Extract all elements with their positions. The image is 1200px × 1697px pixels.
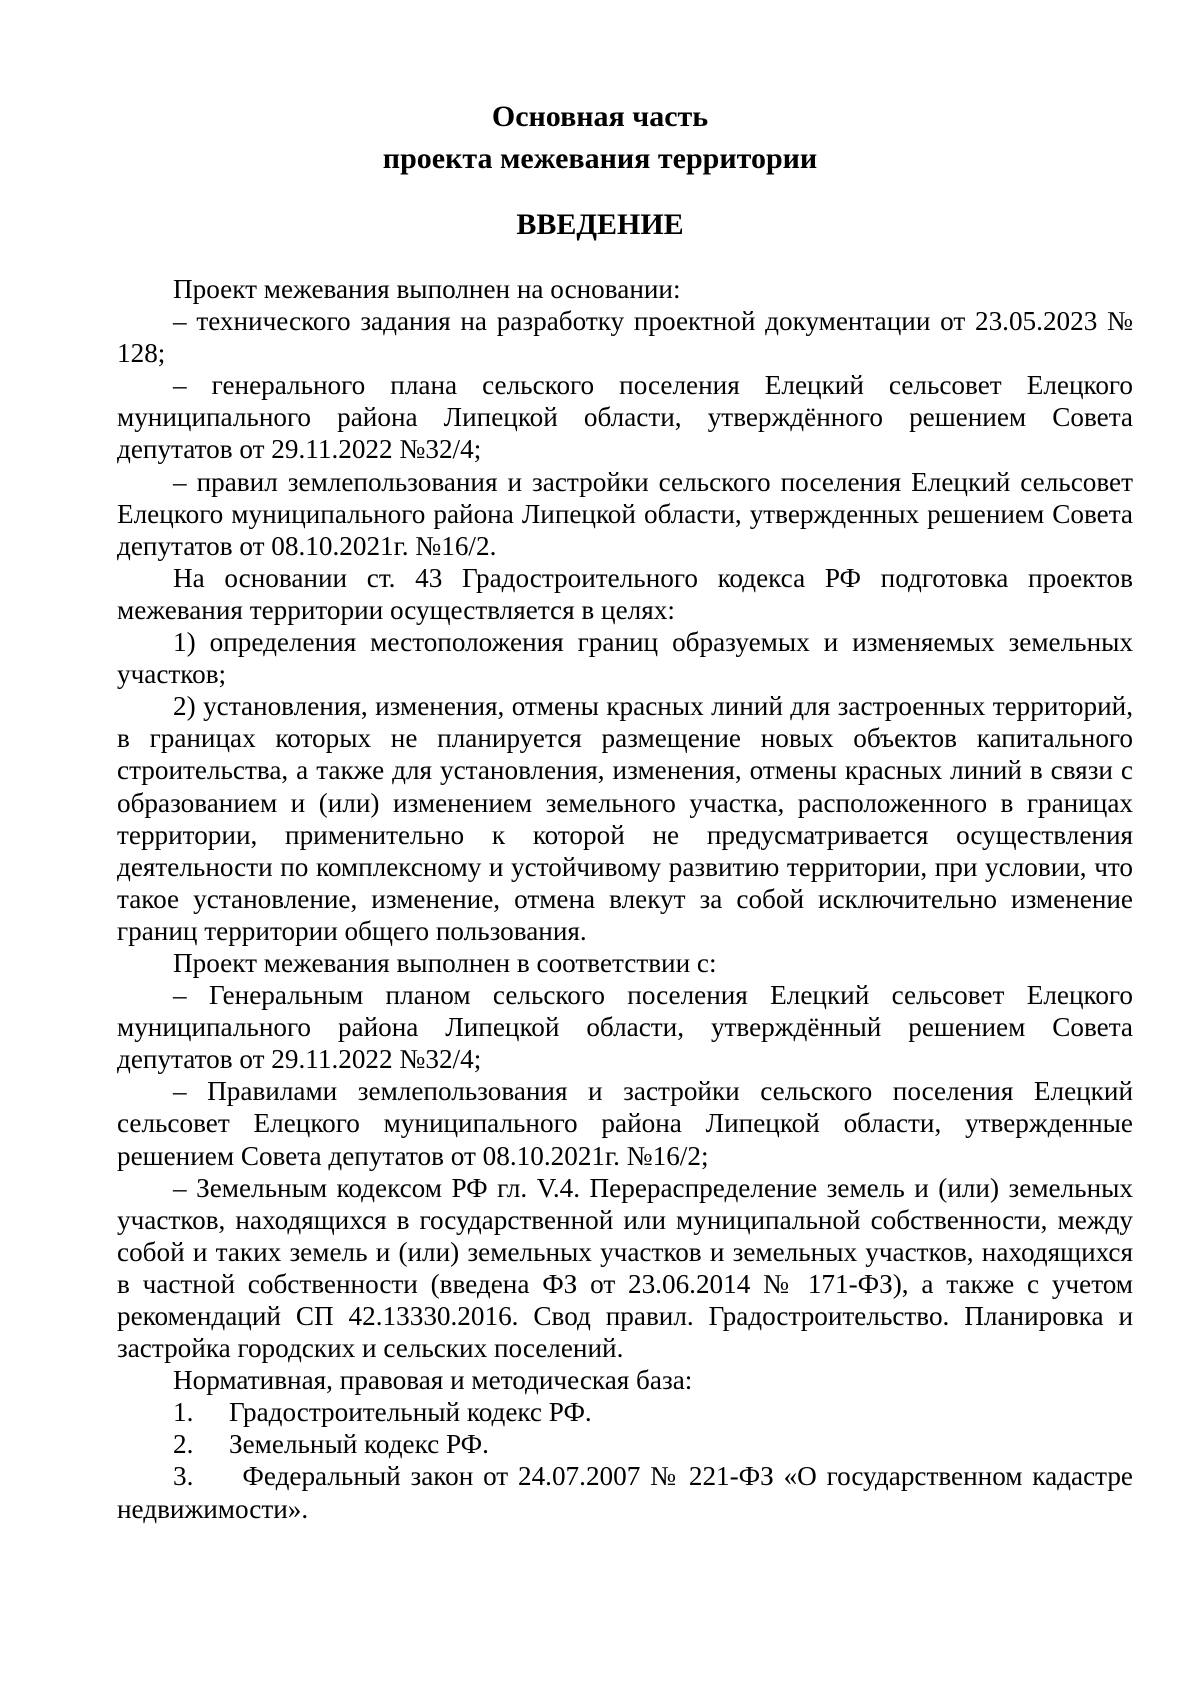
document-title-line2: проекта межевания территории (382, 142, 818, 175)
paragraph-goal-2: 2) установления, изменения, отмены красных линий для застроенных территорий, в границах которых не планируется размещение новых объектов капитального строительства, а также для установления, изменения, отмены красных линий в связи с образованием и (или) изменением земельного участка, расположенного в границах территории, применительно к которой не предусматривается осуществления деятельности по комплексному и устойчивому развитию территории, при условии, что такое установление, изменение, отмена влекут за собой исключительно изменение границ территории общего пользования. (117, 691, 1133, 946)
list-item-number: 2. (173, 1429, 194, 1460)
document-title-line1: Основная часть (491, 100, 709, 133)
document-body (117, 273, 1133, 1525)
paragraph-land-use-rules: – правил землепользования и застройки сельского поселения Елецкий сельсовет Елецкого муниципального района Липецкой области, утвержденных решением Совета депутатов от 08.10.2021г. №16/2. (117, 466, 1133, 561)
list-item-text: Земельный кодекс РФ. (229, 1429, 489, 1460)
paragraph-basis-intro: Проект межевания выполнен на основании: (173, 274, 681, 304)
list-item (117, 1428, 1133, 1460)
section-heading: ВВЕДЕНИЕ (516, 208, 684, 241)
list-item-text: Градостроительный кодекс РФ. (229, 1397, 592, 1428)
paragraph-general-plan: – генерального плана сельского поселения Елецкий сельсовет Елецкого муниципального района Липецкой области, утверждённого решением Совета депутатов от 29.11.2022 №32/4; (117, 370, 1133, 465)
list-item-number: 1. (173, 1397, 194, 1428)
list-item-text: Федеральный закон от 24.07.2007 № 221-ФЗ «О государственном кадастре недвижимости». (117, 1461, 1134, 1524)
paragraph-general-plan-compliance: – Генеральным планом сельского поселения Елецкий сельсовет Елецкого муниципального района Липецкой области, утверждённый решением Совета депутатов от 29.11.2022 №32/4; (117, 980, 1133, 1075)
list-item (117, 1396, 1133, 1428)
paragraph-compliance-intro: Проект межевания выполнен в соответствии с: (173, 947, 717, 978)
list-item-number: 3. (173, 1461, 194, 1492)
paragraph-normative-base: Нормативная, правовая и методическая база: (173, 1365, 693, 1396)
list-item-federal-law (117, 1460, 1133, 1524)
paragraph-goal-1: 1) определения местоположения границ образуемых и изменяемых земельных участков; (117, 627, 1133, 690)
paragraph-land-code: – Земельным кодексом РФ гл. V.4. Перераспределение земель и (или) земельных участков, находящихся в государственной или муниципальной собственности, между собой и таких земель и (или) земельных участков и земельных участков, находящихся в частной собственности (введена ФЗ от 23.06.2014 № 171-ФЗ), а также с учетом рекомендаций СП 42.13330.2016. Свод правил. Градостроительство. Планировка и застройка городских и сельских поселений. (117, 1172, 1133, 1364)
paragraph-technical-task: – технического задания на разработку проектной документации от 23.05.2023 № 128; (117, 306, 1133, 369)
paragraph-article-43: На основании ст. 43 Градостроительного кодекса РФ подготовка проектов межевания территории осуществляется в целях: (117, 562, 1133, 625)
paragraph-rules-compliance: – Правилами землепользования и застройки сельского поселения Елецкий сельсовет Елецкого муниципального района Липецкой области, утвержденные решением Совета депутатов от 08.10.2021г. №16/2; (117, 1076, 1133, 1171)
